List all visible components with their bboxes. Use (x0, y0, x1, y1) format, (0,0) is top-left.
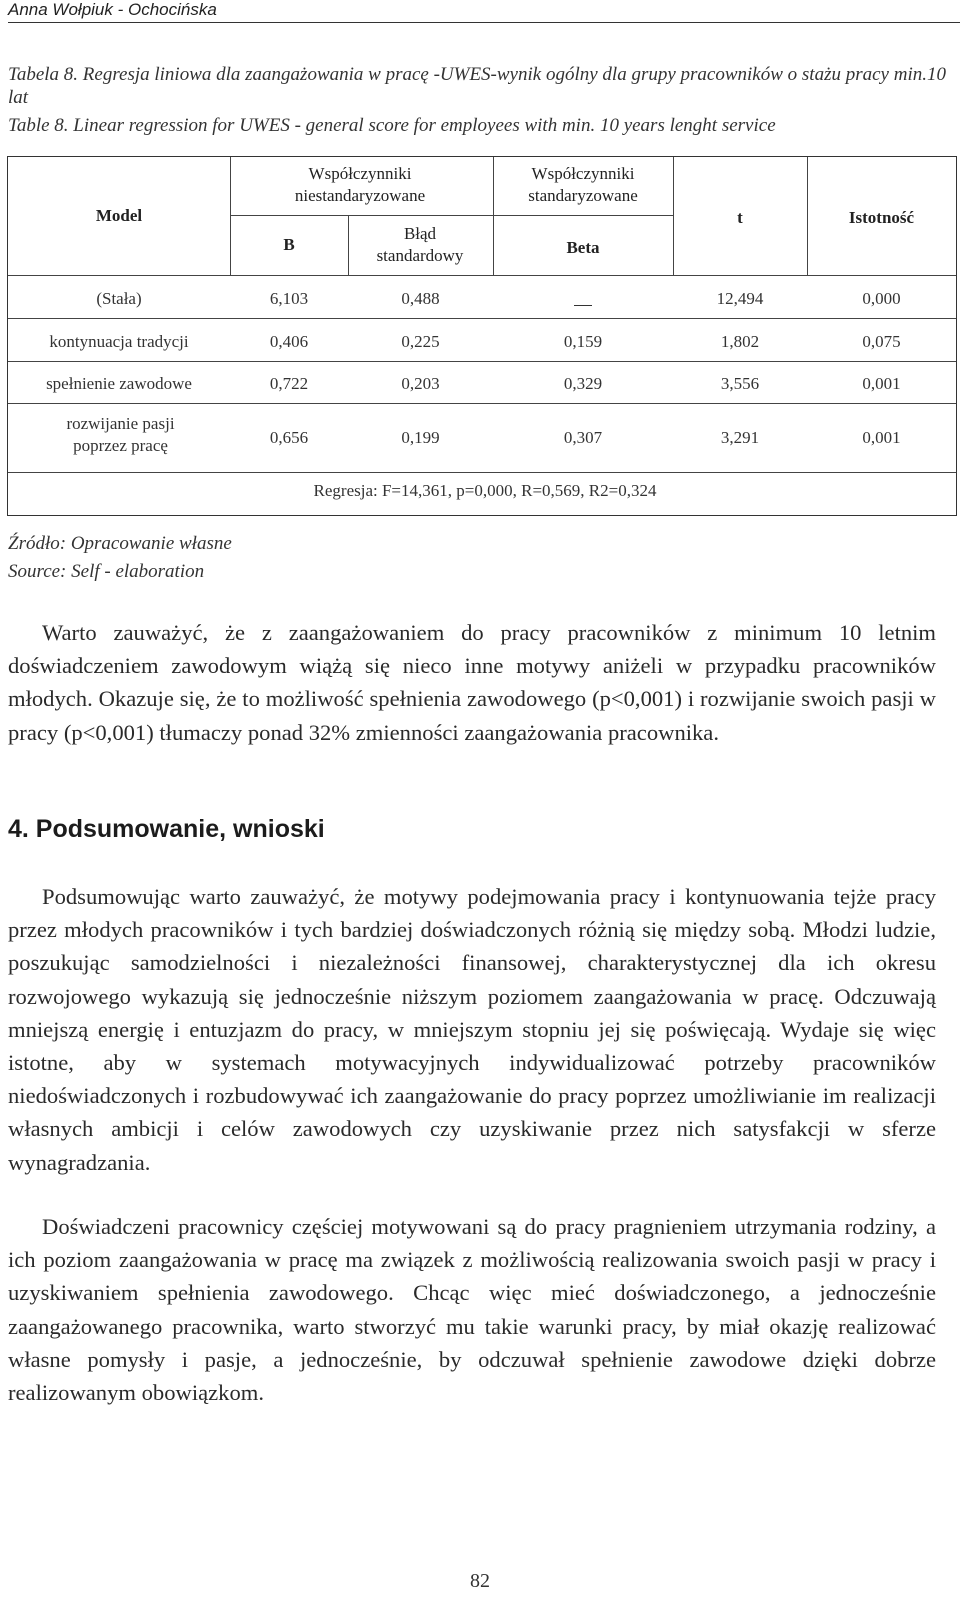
row-sig: 0,000 (862, 289, 901, 308)
table-divider (8, 403, 956, 404)
row-se: 0,225 (401, 332, 440, 351)
row-beta: 0,307 (563, 428, 603, 447)
row-se: 0,199 (401, 428, 440, 447)
row-model: spełnienie zawodowe (46, 374, 192, 393)
row-sig: 0,075 (862, 332, 901, 351)
header-significance: Istotność (848, 208, 915, 227)
header-model: Model (95, 206, 143, 225)
source-note-en: Source: Self - elaboration (8, 561, 205, 582)
row-t: 1,802 (720, 332, 760, 351)
paragraph-2: Podsumowując warto zauważyć, że motywy podejmowania pracy i kontynuowania tejże pracy przez młodych pracowników i tych bardziej doświadczonych różnią się między sobą. Młodzi ludzie, poszukując samodzielności i niezależności finansowej, charakterystycznej dla ich okresu rozwojowego wykazują się jednocześnie niższym poziomem zaangażowania w pracę. Odczuwają mniejszą energię i entuzjazm do pracy, w mniejszym stopniu jej się poświęcają. Wydaje się więc istotne, aby w systemach motywacyjnych indywidualizować potrzeby pracowników niedoświadczonych i rozbudowywać ich zaangażowanie do pracy poprzez umożliwianie im realizacji własnych ambicji i celów zawodowych czy uzyskiwanie przez nich satysfakcji w sferze wynagradzania. (8, 884, 936, 1175)
row-beta: 0,159 (563, 332, 603, 351)
row-t: 3,291 (720, 428, 760, 447)
header-beta: Beta (566, 238, 600, 257)
header-standardized: Współczynniki standaryzowane (528, 164, 638, 205)
header-t: t (737, 208, 743, 227)
table-divider (348, 215, 349, 275)
header-unstandardized: Współczynniki niestandaryzowane (294, 164, 426, 205)
section-title: 4. Podsumowanie, wnioski (8, 815, 325, 843)
row-b: 0,406 (269, 332, 309, 351)
table-divider (8, 318, 956, 319)
regression-table (7, 156, 957, 516)
row-b: 0,722 (269, 374, 309, 393)
paragraph-1: Warto zauważyć, że z zaangażowaniem do pracy pracowników z minimum 10 letnim doświadczeniem zawodowym wiążą się nieco inne motywy aniżeli w przypadku pracowników młodych. Okazuje się, że to możliwość spełnienia zawodowego (p<0,001) i rozwijanie swoich pasji w pracy (p<0,001) tłumaczy ponad 32% zmienności zaangażowania pracownika. (8, 620, 936, 745)
table-divider (230, 215, 673, 216)
table-divider (8, 361, 956, 362)
row-model: kontynuacja tradycji (49, 332, 189, 351)
header-b: B (283, 235, 295, 254)
row-se: 0,203 (401, 374, 440, 393)
row-model: rozwijanie pasji poprzez pracę (66, 414, 175, 455)
table-divider (8, 472, 956, 473)
beta-dash (574, 305, 592, 306)
row-beta: 0,329 (563, 374, 603, 393)
table-divider (8, 275, 956, 276)
header-std-error: Błąd standardowy (376, 224, 464, 265)
row-t: 12,494 (716, 289, 764, 308)
table-caption-en: Table 8. Linear regression for UWES - general score for employees with min. 10 years lenght service (8, 115, 776, 136)
header-rule (8, 22, 960, 23)
table-divider (230, 157, 231, 275)
running-header-author: Anna Wołpiuk - Ochocińska (8, 0, 217, 19)
paragraph-3: Doświadczeni pracownicy częściej motywowani są do pracy pragnieniem utrzymania rodziny, a ich poziom zaangażowania w pracę ma związek z możliwością realizowania swoich pasji w pracy i uzyskiwaniem spełnienia zawodowego. Chcąc więc mieć doświadczonego, a jednocześnie zaangażowanego pracownika, warto stworzyć mu takie warunki pracy, by miał okazję realizować własne pomysły i pasje, a jednocześnie, by odczuwał spełnienie zawodowe dzięki dobrze realizowanym obowiązkom. (8, 1214, 936, 1406)
source-note-pl: Źródło: Opracowanie własne (8, 533, 232, 554)
row-se: 0,488 (401, 289, 440, 308)
table-caption-pl: Tabela 8. Regresja liniowa dla zaangażowania w pracę -UWES-wynik ogólny dla grupy pracowników o stażu pracy min.10 lat (8, 64, 946, 108)
page-number: 82 (470, 1570, 490, 1592)
row-b: 0,656 (269, 428, 309, 447)
regression-summary: Regresja: F=14,361, p=0,000, R=0,569, R2=0,324 (313, 481, 657, 500)
row-model: (Stała) (96, 289, 142, 308)
row-b: 6,103 (269, 289, 309, 308)
row-sig: 0,001 (862, 374, 901, 393)
row-sig: 0,001 (862, 428, 901, 447)
row-t: 3,556 (720, 374, 760, 393)
